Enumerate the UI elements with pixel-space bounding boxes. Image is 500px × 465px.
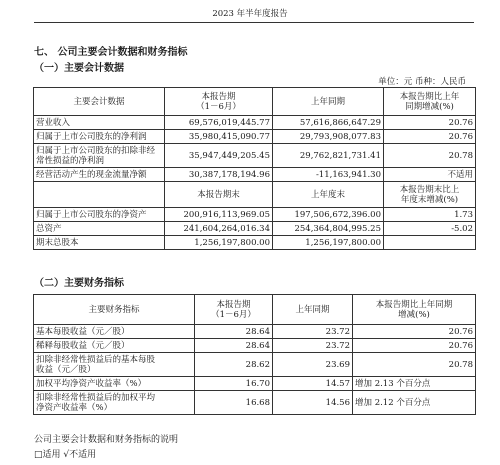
table-row-cell: 23.72 — [273, 339, 353, 353]
table-row-cell: 20.76 — [353, 325, 476, 339]
table-row-cell: 14.56 — [273, 391, 353, 415]
table-row-cell: 35,947,449,205.45 — [165, 144, 273, 168]
table-header-row-cell: 本报告期末 — [165, 182, 273, 208]
table-row-cell: 基本每股收益（元／股） — [34, 325, 195, 339]
table-header-row — [34, 182, 476, 208]
table-row-cell: 稀释每股收益（元／股） — [34, 339, 195, 353]
table-row — [34, 116, 476, 130]
table-header-row-cell — [34, 182, 165, 208]
table-header-row-cell: 主要会计数据 — [34, 88, 165, 116]
table-row-cell: 16.68 — [195, 391, 273, 415]
unit-currency-label: 单位：元 币种：人民币 — [378, 77, 466, 87]
table-row — [34, 391, 476, 415]
table-row-cell: 28.64 — [195, 325, 273, 339]
accounting-data-table — [33, 87, 476, 250]
table-row-cell: 经营活动产生的现金流量净额 — [34, 168, 165, 182]
table-header-row-cell: 上年度末 — [273, 182, 384, 208]
table-header-row-cell: 上年同期 — [273, 295, 353, 325]
table-row-cell: 20.76 — [353, 339, 476, 353]
table-header-row-cell: 本报告期末比上 年度末增减(%) — [384, 182, 476, 208]
table-row — [34, 325, 476, 339]
table-row-cell: 营业收入 — [34, 116, 165, 130]
table-row — [34, 236, 476, 250]
table-row — [34, 168, 476, 182]
table-row-cell: 29,762,821,731.41 — [273, 144, 384, 168]
applicability-checkbox-line: □适用 √不适用 — [34, 450, 97, 460]
table-header-row-cell: 主要财务指标 — [34, 295, 195, 325]
table-header-row-cell: 上年同期 — [273, 88, 384, 116]
table-row-cell: 20.76 — [384, 130, 476, 144]
table-row-cell: 1,256,197,800.00 — [273, 236, 384, 250]
table-row — [34, 353, 476, 377]
table-row-cell: 69,576,019,445.77 — [165, 116, 273, 130]
page-header-title: 2023 年半年度报告 — [212, 9, 288, 19]
header-divider — [34, 22, 474, 23]
table-row-cell: 16.70 — [195, 377, 273, 391]
table-header-row-cell: 本报告期 （1－6月） — [165, 88, 273, 116]
table-row-cell: 归属于上市公司股东的扣除非经 常性损益的净利润 — [34, 144, 165, 168]
table-row-cell: 增加 2.12 个百分点 — [353, 391, 476, 415]
subsection-title-financial: （二）主要财务指标 — [34, 278, 124, 289]
subsection-title-accounting: （一）主要会计数据 — [34, 63, 124, 74]
table-header-row — [34, 88, 476, 116]
table-row-cell: 254,364,804,995.25 — [273, 222, 384, 236]
table-row — [34, 222, 476, 236]
table-row — [34, 130, 476, 144]
table-header-row-cell: 本报告期 （1－6月） — [195, 295, 273, 325]
table-row-cell: 23.72 — [273, 325, 353, 339]
table-row-cell: 归属于上市公司股东的净资产 — [34, 208, 165, 222]
table-row-cell: 57,616,866,647.29 — [273, 116, 384, 130]
table-row-cell: 23.69 — [273, 353, 353, 377]
table-header-row-cell: 本报告期比上年同期 增减(%) — [353, 295, 476, 325]
table-row-cell: 扣除非经常性损益后的基本每股 收益（元／股） — [34, 353, 195, 377]
table-row-cell: 增加 2.13 个百分点 — [353, 377, 476, 391]
table-row-cell: 200,916,113,969.05 — [165, 208, 273, 222]
table-row-cell: 扣除非经常性损益后的加权平均 净资产收益率（%） — [34, 391, 195, 415]
table-row-cell: 30,387,178,194.96 — [165, 168, 273, 182]
table-row-cell: 总资产 — [34, 222, 165, 236]
table-row-cell: 29,793,908,077.83 — [273, 130, 384, 144]
table-row — [34, 377, 476, 391]
table-header-row — [34, 295, 476, 325]
table-row-cell: 20.78 — [353, 353, 476, 377]
table-row-cell: 35,980,415,090.77 — [165, 130, 273, 144]
table-row-cell: 28.62 — [195, 353, 273, 377]
table-row-cell: 期末总股本 — [34, 236, 165, 250]
financial-indicators-table — [33, 294, 476, 415]
section-title: 七、 公司主要会计数据和财务指标 — [34, 47, 188, 58]
table-row-cell: 1.73 — [384, 208, 476, 222]
table-row-cell: 归属于上市公司股东的净利润 — [34, 130, 165, 144]
table-row — [34, 144, 476, 168]
table-row-cell: 20.76 — [384, 116, 476, 130]
table-row-cell: 加权平均净资产收益率（%） — [34, 377, 195, 391]
table-row-cell: -11,163,941.30 — [273, 168, 384, 182]
table-row-cell: 20.78 — [384, 144, 476, 168]
table-row-cell: 28.64 — [195, 339, 273, 353]
table-row — [34, 208, 476, 222]
table-row-cell: 241,604,264,016.34 — [165, 222, 273, 236]
explanation-heading: 公司主要会计数据和财务指标的说明 — [34, 435, 179, 445]
table-row-cell: 1,256,197,800.00 — [165, 236, 273, 250]
table-header-row-cell: 本报告期比上年 同期增减(%) — [384, 88, 476, 116]
table-row-cell: 14.57 — [273, 377, 353, 391]
table-row-cell: 不适用 — [384, 168, 476, 182]
table-row-cell: -5.02 — [384, 222, 476, 236]
table-row-cell — [384, 236, 476, 250]
table-row-cell: 197,506,672,396.00 — [273, 208, 384, 222]
table-row — [34, 339, 476, 353]
